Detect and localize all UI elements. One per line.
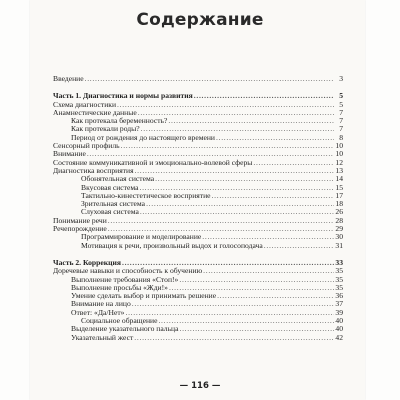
toc-entry-label: Обонятельная система	[81, 174, 155, 184]
toc-entry-label: Речепорождение	[53, 224, 107, 234]
toc-entry-page: 40	[335, 324, 343, 334]
toc-entry-label: Мотивация к речи, произвольный выдох и голосоподача	[81, 240, 263, 250]
toc-entry-page: 39	[335, 307, 343, 317]
toc-entry-label: Схема диагностики	[53, 99, 117, 109]
toc-entry-label: Выделение указательного пальца	[71, 324, 179, 334]
toc-entry-label: Выполнение требования «Стоп!»	[71, 274, 179, 284]
toc-entry-page: 35	[335, 274, 343, 284]
toc-entry-label: Зрительная система	[81, 199, 146, 209]
toc-entry-page: 10	[335, 149, 343, 159]
toc-entry	[53, 334, 343, 342]
toc-leader-dots	[179, 276, 334, 284]
table-of-contents	[53, 75, 343, 342]
toc-entry-page: 15	[335, 182, 343, 192]
toc-entry-label: Социальное обращение	[81, 316, 158, 326]
toc-entry-label: Анамнестические данные	[53, 107, 137, 117]
toc-leader-dots	[253, 159, 334, 167]
page-number: — 116 —	[179, 381, 221, 391]
toc-entry-page: 5	[339, 91, 343, 101]
toc-entry-label: Как протекали роды?	[71, 124, 140, 134]
toc-entry-page: 18	[335, 199, 343, 209]
toc-entry-label: Доречевые навыки и способность к обучению	[53, 266, 203, 276]
toc-entry	[53, 142, 343, 150]
toc-entry-page: 8	[339, 132, 343, 142]
toc-entry-page: 33	[335, 257, 343, 267]
toc-entry-label: Сенсорный профиль	[53, 141, 120, 151]
toc-entry-page: 42	[335, 332, 343, 342]
toc-leader-dots	[117, 101, 334, 109]
toc-entry-page: 29	[335, 224, 343, 234]
toc-entry-page: 36	[335, 291, 343, 301]
toc-entry-page: 17	[335, 190, 343, 200]
toc-leader-dots	[216, 134, 334, 142]
toc-leader-dots	[108, 217, 334, 225]
toc-entry-page: 7	[339, 107, 343, 117]
toc-entry-page: 35	[335, 282, 343, 292]
toc-leader-dots	[121, 142, 334, 150]
toc-entry-page: 5	[339, 99, 343, 109]
toc-entry-label: Состояние коммуникативной и эмоционально-волевой сферы	[53, 157, 253, 167]
toc-entry-page: 12	[335, 157, 343, 167]
toc-leader-dots	[212, 192, 334, 200]
toc-leader-dots	[179, 325, 334, 333]
toc-entry-label: Ответ: «Да/Нет»	[71, 307, 125, 317]
toc-leader-dots	[85, 75, 334, 83]
toc-leader-dots	[194, 92, 334, 100]
toc-entry-label: Диагностика восприятия	[53, 165, 134, 175]
toc-entry-label: Как протекала беременность?	[71, 116, 168, 126]
toc-entry-page: 3	[339, 74, 343, 83]
toc-leader-dots	[203, 267, 334, 275]
toc-entry-page: 7	[339, 124, 343, 134]
toc-entry-label: Тактильно-кинестетическое восприятие	[81, 190, 211, 200]
toc-entry-page: 13	[335, 165, 343, 175]
toc-leader-dots	[140, 208, 334, 216]
toc-entry-label: Часть 2. Коррекция	[53, 257, 121, 267]
page-title: Содержание	[136, 10, 264, 30]
toc-entry-page: 35	[335, 266, 343, 276]
toc-entry-page: 28	[335, 215, 343, 225]
toc-entry-label: Понимание речи	[53, 215, 107, 225]
toc-leader-dots	[134, 334, 334, 342]
toc-entry	[53, 75, 343, 83]
toc-leader-dots	[132, 300, 334, 308]
toc-entry-label: Умение сделать выбор и принимать решение	[71, 291, 217, 301]
toc-entry-label: Период от рождения до настоящего времени	[71, 132, 215, 142]
toc-entry-label: Внимание на лицо	[71, 299, 131, 309]
toc-entry-page: 10	[335, 141, 343, 151]
toc-entry-page: 31	[335, 240, 343, 250]
toc-entry-page: 37	[335, 299, 343, 309]
toc-leader-dots	[155, 175, 334, 183]
toc-leader-dots	[146, 200, 334, 208]
toc-leader-dots	[158, 317, 334, 325]
toc-leader-dots	[264, 242, 334, 250]
toc-leader-dots	[138, 109, 334, 117]
toc-entry-label: Внимание	[53, 149, 86, 159]
toc-leader-dots	[135, 167, 334, 175]
toc-entry-label: Вкусовая система	[81, 182, 139, 192]
toc-entry-label: Введение	[53, 74, 84, 83]
toc-entry-label: Указательный жест	[71, 332, 134, 342]
toc-entry-page: 7	[339, 116, 343, 126]
toc-leader-dots	[217, 292, 334, 300]
toc-entry	[53, 242, 343, 250]
toc-entry-label: Выполнение просьбы «Жди!»	[71, 282, 168, 292]
toc-leader-dots	[168, 117, 334, 125]
toc-entry-label: Слуховая система	[81, 207, 139, 217]
toc-entry-page: 14	[335, 174, 343, 184]
toc-entry-label: Часть 1. Диагностика и нормы развития	[53, 91, 193, 101]
toc-entry-page: 40	[335, 316, 343, 326]
toc-entry-label: Программирование и моделирование	[81, 232, 202, 242]
toc-entry-page: 26	[335, 207, 343, 217]
toc-entry-page: 30	[335, 232, 343, 242]
